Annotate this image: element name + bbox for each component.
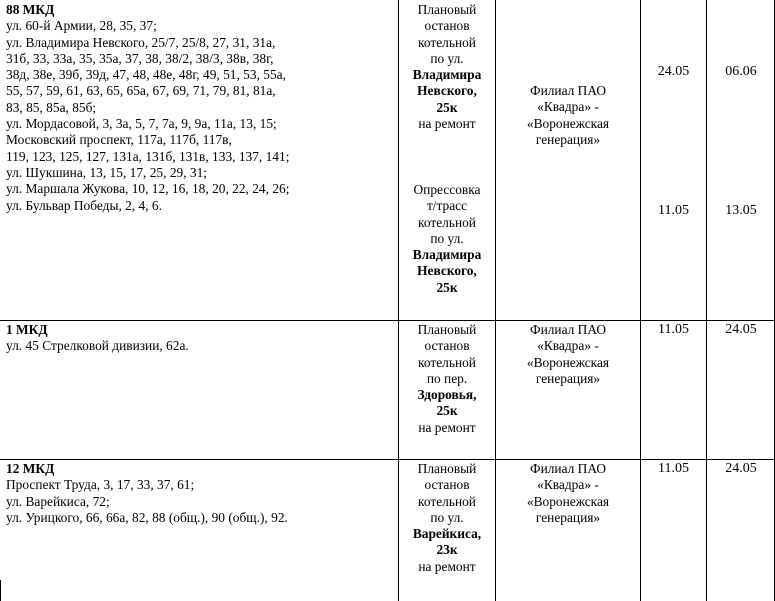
reason-line: останов [424,338,470,354]
reason-line: котельной [418,34,476,50]
start-date: 24.05 [657,64,690,79]
building-count: 12 МКД [6,461,55,476]
start-date: 11.05 [658,322,689,337]
reason-line: останов [424,477,470,493]
reason-line: на ремонт [418,558,476,574]
reason-line: останов [424,18,470,34]
address-line: 55, 57, 59, 61, 63, 65, 65а, 67, 69, 71, 79, 81, 81а, [6,83,276,99]
boiler-address: Владимира [412,67,482,83]
address-line: ул. Владимира Невского, 25/7, 25/8, 27, 31, 31а, [6,34,276,50]
org-line: «Воронежская [526,493,610,509]
org-line: генерация» [535,370,601,386]
org-line: генерация» [535,131,601,147]
address-line: ул. 45 Стрелковой дивизии, 62а. [6,338,189,354]
reason-line: Плановый [417,322,477,337]
end-date: 06.06 [725,64,757,79]
address-line: 31б, 33, 33а, 35, 35а, 37, 38, 38/2, 38/3, 38в, 38г, [6,50,274,66]
reason-line: по пер. [426,370,468,386]
org-line: «Воронежская [526,354,610,370]
org-line: Филиал ПАО [529,461,607,476]
reason-line: по ул. [430,50,464,66]
boiler-address: Варейкиса, [412,526,482,542]
address-line: ул. Маршала Жукова, 10, 12, 16, 18, 20, 22, 24, 26; [6,181,290,197]
reason-line: по ул. [430,230,464,246]
boiler-address: Невского, [417,263,477,279]
reason-line: Плановый [417,2,477,17]
reason-line: Плановый [417,461,477,476]
address-line: ул. 60-й Армии, 28, 35, 37; [6,18,157,34]
table-row [6,322,398,355]
building-count: 1 МКД [6,322,48,337]
organization [496,461,640,526]
org-line: «Воронежская [526,115,610,131]
row-divider [0,320,775,321]
row-divider [0,459,775,460]
boiler-address: 23к [436,542,458,558]
column-divider [640,0,641,601]
address-line: ул. Урицкого, 66, 66а, 82, 88 (общ.), 90 (общ.), 92. [6,509,288,525]
column-divider [706,0,707,601]
reason-line: т/трасс [426,198,468,214]
address-line: ул. Шукшина, 13, 15, 17, 25, 29, 31; [6,164,208,180]
table-row [6,461,398,526]
org-line: «Квадра» - [537,338,599,354]
boiler-address: Владимира [412,247,482,263]
organization [496,83,640,148]
start-date: 11.05 [658,461,689,476]
reason-line: котельной [418,214,476,230]
boiler-address: Невского, [417,83,477,99]
address-line: ул. Мордасовой, 3, 3а, 5, 7, 7а, 9, 9а, 11а, 13, 15; [6,116,277,132]
organization [496,322,640,387]
address-line: Проспект Труда, 3, 17, 33, 37, 61; [6,477,195,493]
reason-line: на ремонт [418,116,476,132]
outage-reason [399,2,495,132]
boiler-address: 25к [436,279,458,295]
org-line: «Квадра» - [537,99,599,115]
reason-line: по ул. [430,509,464,525]
address-line: 119, 123, 125, 127, 131а, 131б, 131в, 133, 137, 141; [6,148,290,164]
address-line: Московский проспект, 117а, 117б, 117в, [6,132,232,148]
org-line: «Квадра» - [537,477,599,493]
end-date: 24.05 [725,322,757,337]
address-line: 38д, 38е, 39б, 39д, 47, 48, 48е, 48г, 49, 51, 53, 55а, [6,67,286,83]
reason-line: котельной [418,354,476,370]
boiler-address: Здоровья, [417,387,477,403]
outage-reason [399,461,495,575]
address-line: ул. Бульвар Победы, 2, 4, 6. [6,197,162,213]
building-count: 88 МКД [6,2,55,17]
org-line: генерация» [535,509,601,525]
end-date: 13.05 [725,203,757,218]
org-line: Филиал ПАО [529,322,607,337]
address-line: ул. Варейкиса, 72; [6,493,110,509]
org-line: Филиал ПАО [529,83,607,98]
table-left-edge [0,580,1,601]
table-row [6,2,398,214]
address-line: 83, 85, 85а, 85б; [6,99,97,115]
reason-line: на ремонт [418,419,476,435]
end-date: 24.05 [725,461,757,476]
reason-line: котельной [418,493,476,509]
outage-reason [399,182,495,296]
reason-line: Опрессовка [413,182,481,197]
start-date: 11.05 [658,203,689,218]
outage-reason [399,322,495,436]
boiler-address: 25к [436,99,458,115]
boiler-address: 25к [436,403,458,419]
